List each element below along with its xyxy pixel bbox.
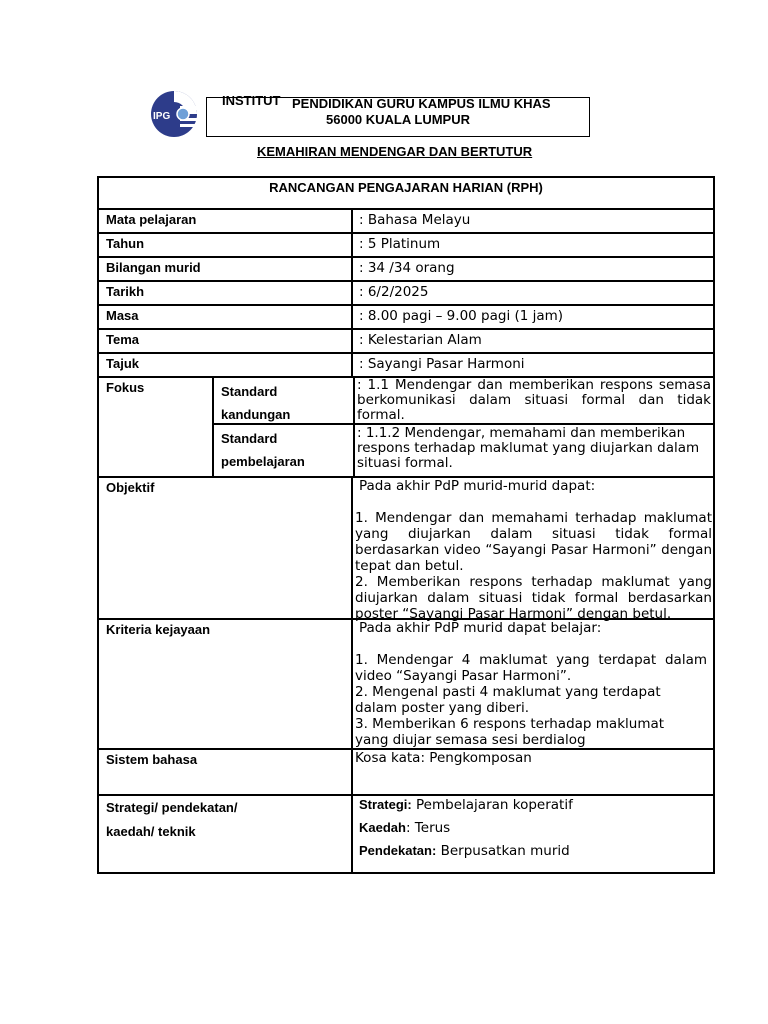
logo-text: IPG — [153, 111, 171, 122]
table-row — [99, 328, 713, 352]
row-label-bilangan-murid: Bilangan murid — [99, 258, 353, 280]
sistem-bahasa-label: Sistem bahasa — [99, 750, 353, 794]
row-value-bilangan-murid: : 34 /34 orang — [359, 260, 455, 276]
institute-word: INSTITUT — [222, 93, 281, 108]
fokus-values — [355, 378, 713, 476]
objektif-row — [99, 476, 713, 622]
kriteria-intro: Pada akhir PdP murid dapat belajar: — [359, 620, 602, 636]
institute-address: 56000 KUALA LUMPUR — [326, 112, 470, 127]
row-value-mata-pelajaran: : Bahasa Melayu — [359, 212, 471, 228]
strategi-label — [99, 796, 353, 872]
row-label-tahun: Tahun — [99, 234, 353, 256]
strategi-key: Strategi: — [359, 797, 412, 812]
strategi-label-line1: Strategi/ pendekatan/ — [106, 800, 238, 815]
rph-table — [97, 176, 715, 874]
table-row — [99, 256, 713, 280]
row-label-tema: Tema — [99, 330, 353, 352]
kriteria-item-2: 2. Mengenal pasti 4 maklumat yang terdapat dalam poster yang diberi. — [355, 684, 661, 716]
kaedah-val: : Terus — [405, 820, 451, 836]
objektif-item-1: 1. Mendengar dan memahami terhadap maklumat yang diujarkan dalam situasi tidak formal berdasarkan video “Sayangi Pasar Harmoni” dengan tepat dan betul. — [355, 510, 712, 574]
institute-name: PENDIDIKAN GURU KAMPUS ILMU KHAS — [292, 96, 551, 111]
sp-label-line1: Standard — [221, 431, 278, 446]
standard-pembelajaran-label — [214, 425, 353, 476]
sistem-bahasa-row — [99, 748, 713, 794]
table-row — [99, 280, 713, 304]
row-label-masa: Masa — [99, 306, 353, 328]
sp-label-line2: pembelajaran — [221, 454, 305, 469]
row-value-tarikh: : 6/2/2025 — [359, 284, 429, 300]
table-title-row — [99, 178, 713, 208]
standard-pembelajaran-value: : 1.1.2 Mendengar, memahami dan memberikan respons terhadap maklumat yang diujarkan dalam situasi formal. — [357, 425, 700, 471]
row-value-tahun: : 5 Platinum — [359, 236, 441, 252]
row-label-tarikh: Tarikh — [99, 282, 353, 304]
row-value-masa: : 8.00 pagi – 9.00 pagi (1 jam) — [359, 308, 564, 324]
objektif-label: Objektif — [99, 478, 353, 618]
fokus-label: Fokus — [99, 378, 214, 476]
objektif-value — [353, 478, 713, 622]
document-subtitle: KEMAHIRAN MENDENGAR DAN BERTUTUR — [257, 144, 533, 159]
sistem-bahasa-value: Kosa kata: Pengkomposan — [355, 750, 532, 766]
table-title: RANCANGAN PENGAJARAN HARIAN (RPH) — [269, 180, 543, 195]
sk-label-line1: Standard — [221, 384, 278, 399]
table-row — [99, 208, 713, 232]
strategi-row — [99, 794, 713, 872]
strategi-val: Pembelajaran koperatif — [411, 797, 573, 813]
table-row — [99, 304, 713, 328]
fokus-standards — [214, 378, 355, 476]
table-row — [99, 232, 713, 256]
kriteria-row — [99, 618, 713, 748]
kriteria-item-3: 3. Memberikan 6 respons terhadap maklumat yang diujar semasa sesi berdialog — [355, 716, 665, 748]
row-value-tema: : Kelestarian Alam — [359, 332, 482, 348]
strategi-label-line2: kaedah/ teknik — [106, 824, 196, 839]
kriteria-item-1: 1. Mendengar 4 maklumat yang terdapat dalam video “Sayangi Pasar Harmoni”. — [355, 652, 707, 684]
row-value-tajuk: : Sayangi Pasar Harmoni — [359, 356, 525, 372]
standard-kandungan-label — [214, 378, 353, 425]
objektif-intro: Pada akhir PdP murid-murid dapat: — [359, 478, 596, 494]
table-row — [99, 352, 713, 376]
strategi-value — [353, 796, 713, 872]
standard-kandungan-value: : 1.1 Mendengar dan memberikan respons semasa berkomunikasi dalam situasi formal dan tidak formal. — [357, 377, 711, 423]
pendekatan-key: Pendekatan: — [359, 843, 437, 858]
objektif-item-2: 2. Memberikan respons terhadap maklumat yang diujarkan dalam situasi tidak formal berdasarkan poster “Sayangi Pasar Harmoni” dengan betul. — [355, 574, 712, 622]
sk-label-line2: kandungan — [221, 407, 291, 422]
kaedah-key: Kaedah — [359, 820, 406, 835]
pendekatan-line — [353, 842, 713, 865]
kaedah-line — [353, 819, 713, 842]
kriteria-value — [353, 620, 713, 748]
pendekatan-val: Berpusatkan murid — [436, 843, 570, 859]
ipg-logo — [150, 88, 198, 140]
strategi-line — [353, 796, 713, 819]
kriteria-label: Kriteria kejayaan — [99, 620, 353, 748]
row-label-mata-pelajaran: Mata pelajaran — [99, 210, 353, 232]
row-label-tajuk: Tajuk — [99, 354, 353, 376]
fokus-row — [99, 376, 713, 476]
